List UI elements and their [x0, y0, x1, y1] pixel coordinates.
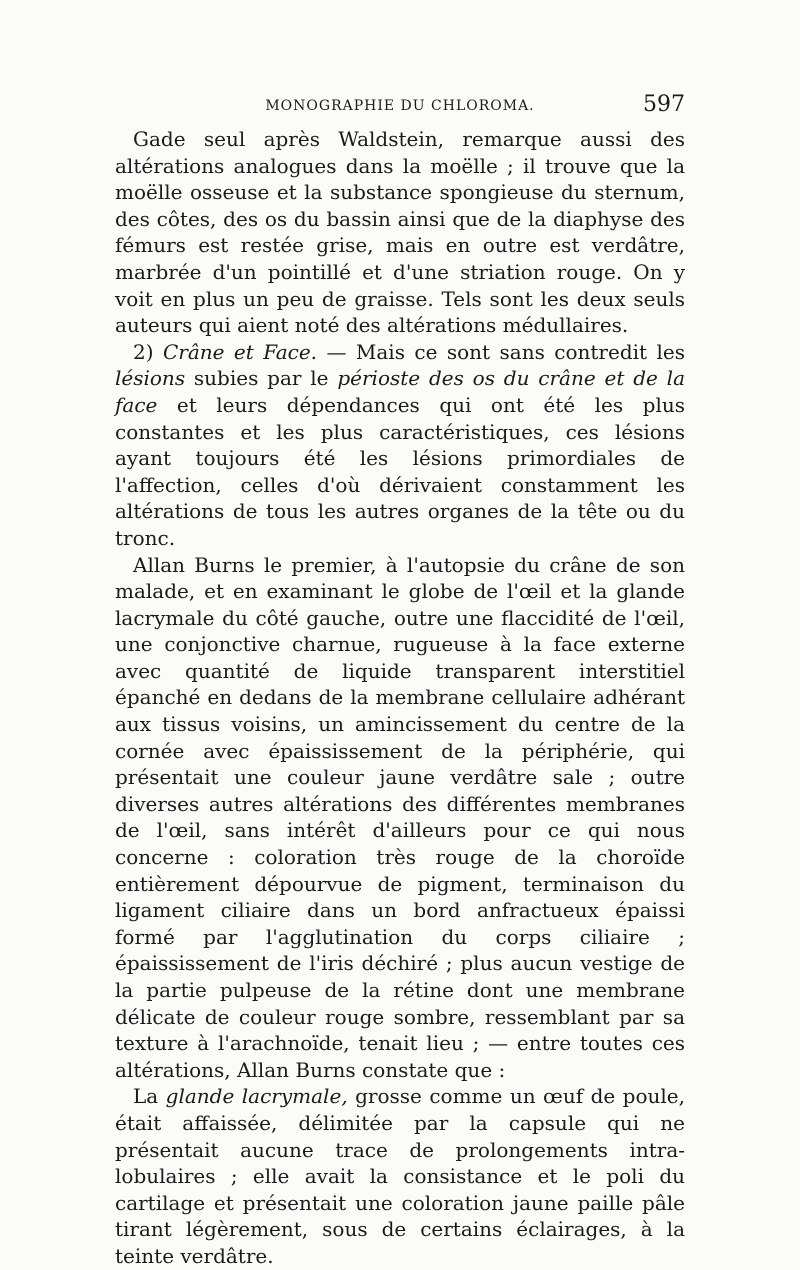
- paragraph-2-text-b: subies par le: [185, 366, 338, 391]
- emphasis-periosteum: périoste des os du crâne et de la face: [115, 366, 685, 417]
- emphasis-lacrimal-gland: glande lacrymale,: [165, 1084, 348, 1109]
- body-text: [115, 126, 685, 1270]
- running-title: MONOGRAPHIE DU CHLOROMA.: [265, 98, 535, 114]
- paragraph-2-text-a: — Mais ce sont sans contredit les: [317, 339, 685, 364]
- paragraph-4-text-a: La: [133, 1084, 166, 1109]
- page-number: 597: [643, 92, 685, 117]
- emphasis-lesions: lésions: [115, 366, 186, 391]
- section-heading: Crâne et Face.: [162, 339, 318, 364]
- paragraph-4: [115, 1083, 685, 1269]
- paragraph-1: Gade seul après Waldstein, remarque aussi des altérations analogues dans la moëlle ; il trouve que la moëlle osseuse et la substance spongieuse du sternum, des côtes, des os du bassin ainsi que de la diaphyse des fémurs est restée grise, mais en outre est verdâtre, marbrée d'un pointillé et d'une striation rouge. On y voit en plus un peu de graisse. Tels sont les deux seuls auteurs qui aient noté des altérations médullaires.: [115, 127, 685, 338]
- page-header: [115, 92, 685, 122]
- paragraph-2-text-c: et leurs dépendances qui ont été les plus constantes et les plus caractéristiques, ces lésions ayant toujours été les lésions primordiales de l'affection, celles d'où dérivaient constamment les altérations de tous les autres organes de la tête ou du tronc.: [115, 392, 685, 550]
- section-number: 2): [133, 339, 163, 364]
- paragraph-3: Allan Burns le premier, à l'autopsie du crâne de son malade, et en examinant le globe de l'œil et la glande lacrymale du côté gauche, outre une flaccidité de l'œil, une conjonctive charnue, rugueuse à la face externe avec quantité de liquide transparent interstitiel épanché en dedans de la membrane cellulaire adhérant aux tissus voisins, un amincissement du centre de la cornée avec épaississement de la périphérie, qui présentait une couleur jaune verdâtre sale ; outre diverses autres altérations des différentes membranes de l'œil, sans intérêt d'ailleurs pour ce qui nous concerne : coloration très rouge de la choroïde entièrement dépourvue de pigment, terminaison du ligament ciliaire dans un bord anfractueux épaissi formé par l'agglutination du corps ciliaire ; épaississement de l'iris déchiré ; plus aucun vestige de la partie pulpeuse de la rétine dont une membrane délicate de couleur rouge sombre, ressemblant par sa texture à l'arachnoïde, tenait lieu ; — entre toutes ces altérations, Allan Burns constate que :: [115, 552, 685, 1082]
- paragraph-4-text-b: grosse comme un œuf de poule, était affaissée, délimitée par la capsule qui ne présentait aucune trace de prolongements intra-lobulaires ; elle avait la consistance et le poli du cartilage et présentait une coloration jaune paille pâle tirant légèrement, sous de certains éclairages, à la teinte verdâtre.: [115, 1084, 685, 1268]
- paragraph-2: [115, 339, 685, 552]
